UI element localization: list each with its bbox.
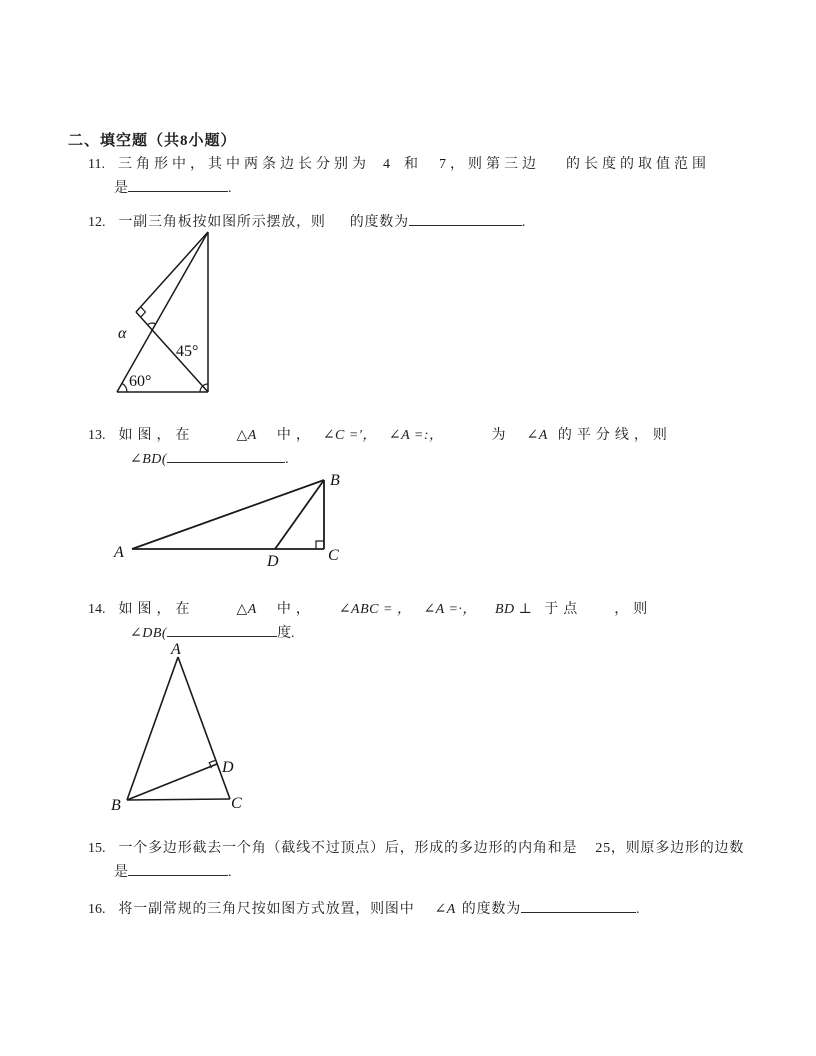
- angle-a-value: ∠A =:，: [388, 428, 444, 443]
- fig13-side-ab: [132, 480, 324, 549]
- figure-q12-set-squares: [104, 226, 224, 404]
- question-text: 的平分线，则: [557, 428, 672, 443]
- question-13-line2: [130, 447, 672, 466]
- question-11-line2: [114, 176, 710, 195]
- fig14-side-ac: [178, 657, 230, 799]
- angle-c-value: ∠C =′，: [322, 428, 377, 443]
- answer-blank-11: [128, 176, 228, 192]
- question-text: 的度数为: [349, 215, 409, 230]
- right-angle-mark: [316, 541, 324, 549]
- question-text: 将一副常规的三角尺按如图方式放置，则图中: [118, 902, 415, 917]
- angle-60-label: 60°: [129, 373, 152, 390]
- question-text: 于点: [544, 602, 583, 617]
- answer-blank-13: [167, 447, 285, 463]
- question-text: 是: [114, 181, 128, 196]
- answer-blank-12: [409, 210, 522, 226]
- alpha-label: α: [118, 325, 127, 342]
- question-number: 13.: [88, 428, 106, 443]
- question-text: 如图，在: [118, 428, 195, 443]
- question-14-line1: [88, 598, 652, 617]
- question-text: 和: [403, 157, 422, 172]
- vertex-c-label: C: [231, 795, 242, 812]
- fig14-segment-bd: [127, 764, 217, 800]
- question-15: [88, 837, 744, 879]
- question-text: 为: [491, 428, 511, 443]
- angle-45-label: 45°: [176, 343, 199, 360]
- angle-abc-value: ∠ABC = ，: [338, 602, 412, 617]
- side-length-2: 7: [438, 157, 450, 172]
- question-text: 中，: [276, 428, 315, 443]
- angle-sum-value: 25: [595, 841, 611, 856]
- vertex-d-label: D: [222, 759, 234, 776]
- question-15-line1: [88, 837, 744, 856]
- section-header: 二、填空题（共8小题）: [68, 133, 237, 149]
- answer-blank-14: [167, 621, 277, 637]
- question-14: [88, 598, 652, 640]
- punctuation: .: [521, 215, 527, 230]
- punctuation: .: [228, 181, 232, 196]
- question-text: 如图，在: [118, 602, 195, 617]
- question-text: 是: [114, 865, 128, 880]
- vertex-b-label: B: [111, 797, 121, 814]
- question-14-line2: [130, 621, 652, 640]
- question-number: 15.: [88, 841, 106, 856]
- question-text: 的度数为: [461, 902, 521, 917]
- question-number: 14.: [88, 602, 106, 617]
- punctuation: .: [285, 452, 289, 467]
- answer-blank-16: [521, 897, 636, 913]
- vertex-b-label: B: [330, 472, 340, 489]
- angle-dbc-name: ∠DB(: [130, 626, 168, 641]
- side-length-1: 4: [382, 157, 394, 172]
- question-text: 度.: [277, 626, 295, 641]
- figure-q14-triangle-abc: [105, 640, 257, 820]
- question-13: [88, 424, 672, 466]
- question-number: 12.: [88, 215, 106, 230]
- question-text: ，则: [614, 602, 653, 617]
- figure-q13-triangle-abc: [112, 468, 358, 576]
- right-angle-mark: [141, 307, 146, 317]
- question-11: [88, 153, 710, 195]
- fig13-cevian-bd: [275, 480, 324, 549]
- question-16-line1: [88, 897, 640, 916]
- question-text: ，则第三边: [449, 157, 540, 172]
- answer-blank-15: [128, 860, 228, 876]
- question-text: 的长度的取值范围: [565, 157, 710, 172]
- question-text: 一个多边形截去一个角（截线不过顶点）后，形成的多边形的内角和是: [118, 841, 578, 856]
- bd-perpendicular: BD ⊥: [494, 602, 533, 617]
- question-11-line1: [88, 153, 710, 172]
- question-number: 11.: [88, 157, 105, 172]
- triangle-name: △A: [236, 602, 257, 617]
- angle-a-name: ∠A: [526, 428, 548, 443]
- fig12-hypotenuse-60-triangle: [117, 232, 208, 392]
- fig14-side-bc: [127, 799, 230, 800]
- fig12-short-edge-45-triangle: [136, 232, 208, 312]
- punctuation: .: [228, 865, 232, 880]
- alpha-angle-arc: [147, 323, 155, 325]
- question-16: [88, 897, 640, 916]
- question-text: 三角形中，其中两条边长分别为: [117, 157, 370, 172]
- vertex-a-label: A: [114, 544, 124, 561]
- question-text: 一副三角板按如图所示摆放，则: [118, 215, 326, 230]
- angle-a-name: ∠A: [434, 902, 456, 917]
- question-text: 中，: [276, 602, 315, 617]
- vertex-d-label: D: [267, 553, 279, 570]
- angle-60-arc: [122, 383, 127, 392]
- question-text: ，则原多边形的边数: [610, 841, 745, 856]
- fig14-side-ab: [127, 657, 178, 800]
- question-15-line2: [114, 860, 744, 879]
- angle-a-value: ∠A =·，: [423, 602, 477, 617]
- question-13-line1: [88, 424, 672, 443]
- punctuation: .: [636, 902, 641, 917]
- triangle-name: △A: [236, 428, 257, 443]
- vertex-a-label: A: [171, 641, 181, 658]
- angle-bdc-name: ∠BD(: [130, 452, 168, 467]
- vertex-c-label: C: [328, 547, 339, 564]
- question-number: 16.: [88, 902, 106, 917]
